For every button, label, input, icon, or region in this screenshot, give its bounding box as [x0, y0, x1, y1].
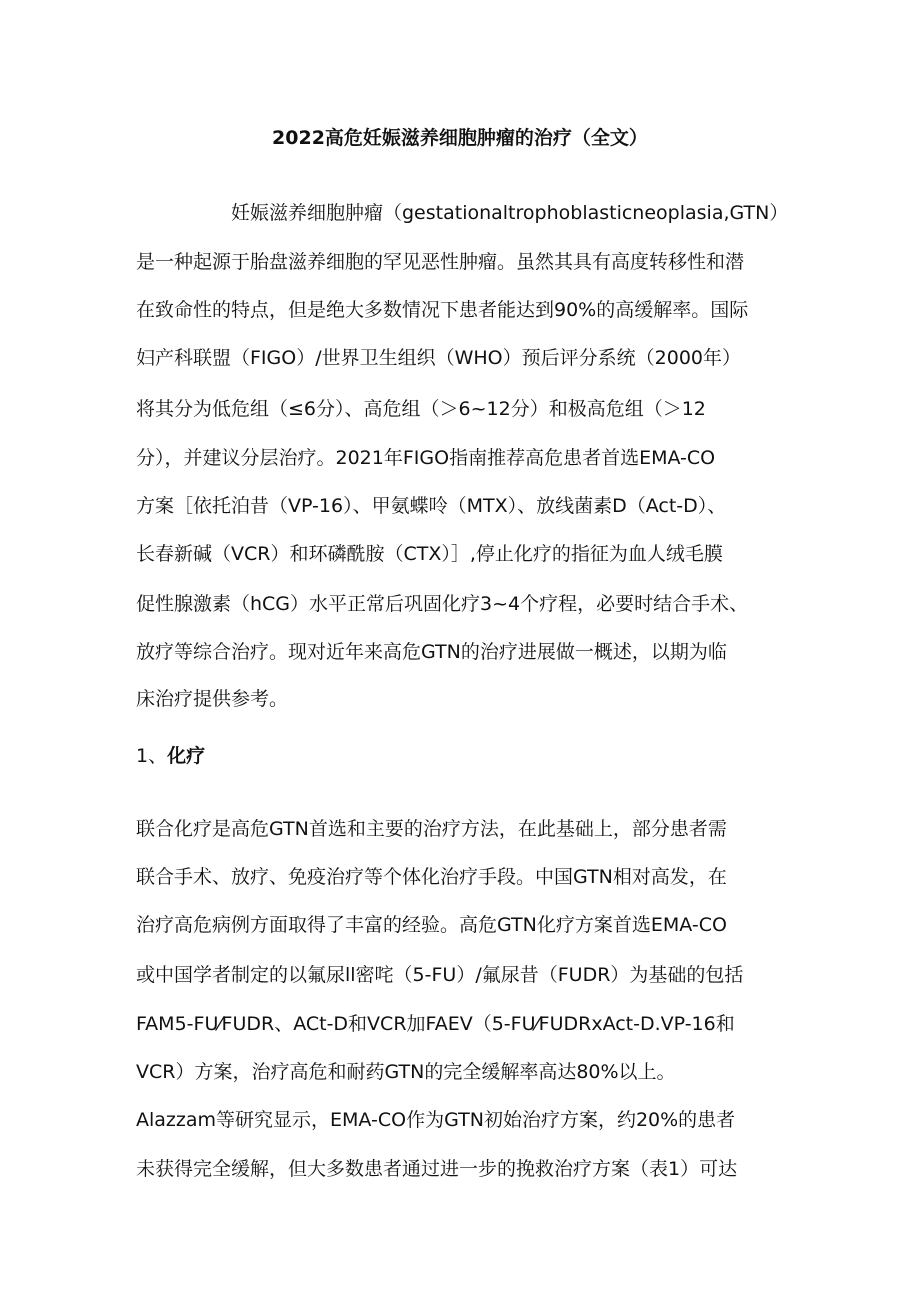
paragraph-line: 是一种起源于胎盘滋养细胞的罕见恶性肿瘤。虽然其具有高度转移性和潜 — [136, 251, 745, 273]
paragraph-line: 分），并建议分层治疗。2021年FIGO指南推荐高危患者首选EMA-CO — [136, 447, 716, 469]
paragraph-line: 妊娠滋养细胞肿瘤（gestationaltrophoblasticneoplasia,GTN） — [231, 202, 789, 224]
section-number: 1、 — [136, 745, 168, 767]
paragraph-line: 方案［依托泊昔（VP-16）、甲氨蝶呤（MTX）、放线菌素D（Act-D）、 — [136, 495, 727, 517]
document-title: 2022高危妊娠滋养细胞肿瘤的治疗（全文） — [272, 127, 648, 149]
paragraph-line: 长春新碱（VCR）和环磷酰胺（CTX）］,停止化疗的指征为血人绒毛膜 — [136, 543, 723, 565]
paragraph-line: 联合手术、放疗、免疫治疗等个体化治疗手段。中国GTN相对高发，在 — [136, 866, 727, 888]
paragraph-line: 床治疗提供参考。 — [136, 688, 289, 710]
paragraph-line: 或中国学者制定的以氟尿ll密咤（5-FU）/氟尿昔（FUDR）为基础的包括 — [136, 964, 744, 986]
paragraph-line: 在致命性的特点，但是绝大多数情况下患者能达到90%的高缓解率。国际 — [136, 299, 749, 321]
paragraph-line: 促性腺激素（hCG）水平正常后巩固化疗3~4个疗程，必要时结合手术、 — [136, 593, 749, 615]
paragraph-line: 妇产科联盟（FIGO）/世界卫生组织（WHO）预后评分系统（2000年） — [136, 347, 741, 369]
paragraph-line: 放疗等综合治疗。现对近年来高危GTN的治疗进展做一概述，以期为临 — [136, 641, 727, 663]
paragraph-line: 治疗高危病例方面取得了丰富的经验。高危GTN化疗方案首选EMA-CO — [136, 914, 727, 936]
section-heading — [136, 742, 205, 770]
paragraph-line: 将其分为低危组（≤6分）、高危组（＞6~12分）和极高危组（＞12 — [136, 398, 706, 420]
paragraph-line: 联合化疗是高危GTN首选和主要的治疗方法，在此基础上，部分患者需 — [136, 818, 727, 840]
paragraph-line: FAM5-FU⁄FUDR、ACt-D和VCR加FAEV（5-FU⁄FUDRxAct-D.VP-16和 — [136, 1013, 735, 1035]
paragraph-line: Alazzam等研究显示，EMA-CO作为GTN初始治疗方案，约20%的患者 — [136, 1109, 736, 1131]
section-title: 化疗 — [167, 745, 206, 767]
paragraph-line: VCR）方案，治疗高危和耐药GTN的完全缓解率高达80%以上。 — [136, 1061, 676, 1083]
paragraph-line: 未获得完全缓解，但大多数患者通过进一步的挽救治疗方案（表1）可达 — [136, 1158, 738, 1180]
